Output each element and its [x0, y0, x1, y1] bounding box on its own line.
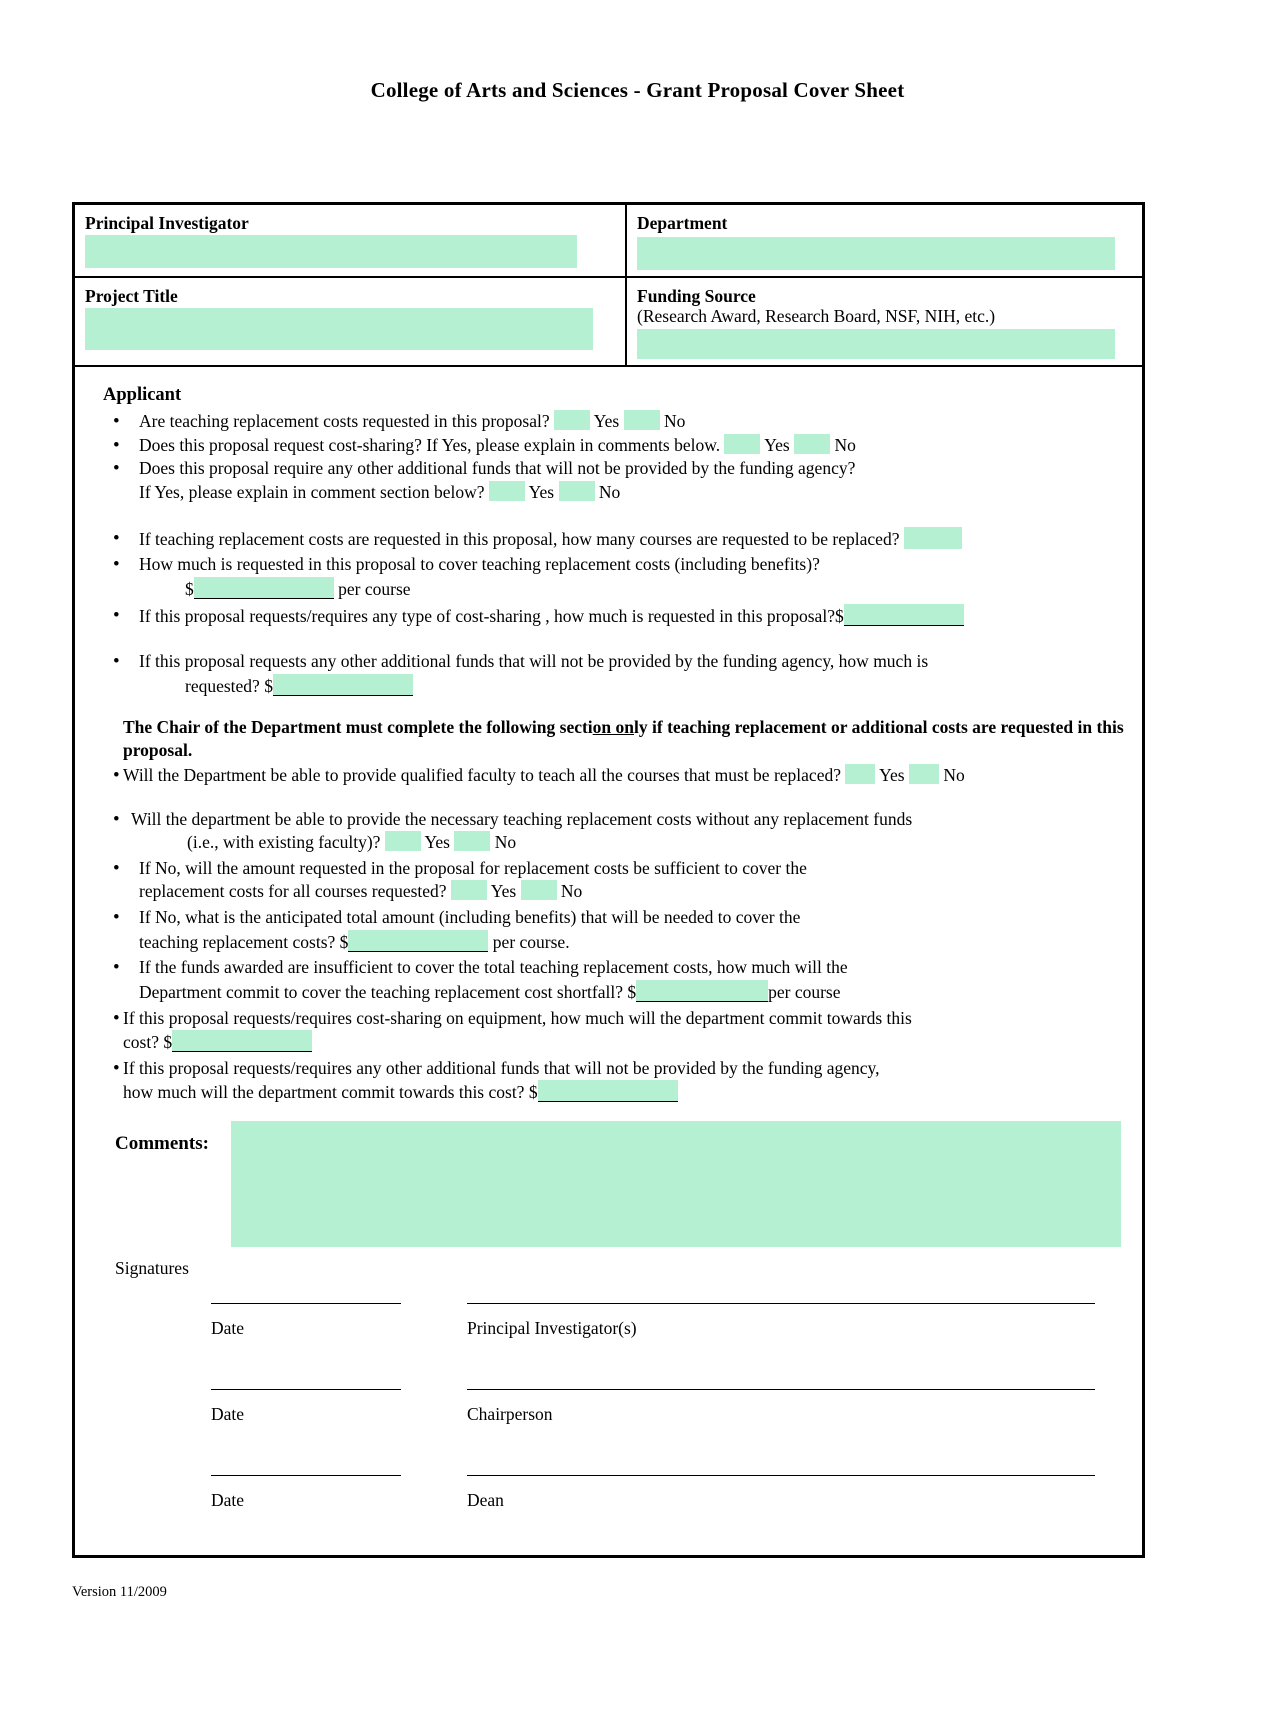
form-body	[75, 367, 1142, 1554]
checkbox-c2-yes[interactable]	[385, 831, 421, 851]
question-cost-sharing-amount	[91, 604, 1126, 629]
question-text-line1: If the funds awarded are insufficient to cover the total teaching replacement costs, how much will the	[139, 957, 848, 978]
signature-row-pi	[115, 1303, 1126, 1367]
principal-investigator-label: Principal Investigator	[85, 213, 249, 233]
input-additional-funds-amount[interactable]	[273, 674, 413, 696]
signature-date-label: Date	[211, 1403, 245, 1424]
currency-symbol: $	[185, 578, 194, 599]
signature-name-line[interactable]	[467, 1389, 1095, 1390]
applicant-additional-funds	[91, 650, 1126, 698]
question-text-line2: cost?	[123, 1032, 159, 1053]
question-text-line1: If this proposal requests any other additional funds that will not be provided by the funding agency, how much is	[139, 651, 929, 672]
signature-row-dean	[115, 1475, 1126, 1539]
currency-symbol: $	[627, 981, 637, 1002]
checkbox-q1-no[interactable]	[624, 410, 660, 430]
question-shortfall-commitment	[91, 956, 1126, 1004]
question-text-line1: If this proposal requests/requires any other additional funds that will not be provided by the funding agency,	[123, 1057, 880, 1078]
question-text-line1: If No, will the amount requested in the proposal for replacement costs be sufficient to cover the	[139, 857, 807, 878]
project-title-input[interactable]	[85, 308, 593, 350]
question-additional-funds-required	[91, 457, 1126, 504]
chair-questions	[91, 764, 1126, 788]
label-c2-no: No	[494, 832, 517, 853]
funding-source-hint: (Research Award, Research Board, NSF, NIH, etc.)	[637, 306, 996, 327]
checkbox-q1-yes[interactable]	[554, 410, 590, 430]
project-title-label: Project Title	[85, 286, 178, 307]
question-amount-sufficient	[91, 857, 1126, 904]
signature-date-line[interactable]	[211, 1303, 401, 1304]
signature-role-label: Dean	[467, 1489, 504, 1510]
question-qualified-faculty	[91, 764, 1126, 788]
chair-heading-underline: on on	[592, 717, 635, 738]
currency-symbol: $	[163, 1032, 173, 1053]
label-q1-no: No	[663, 411, 686, 432]
checkbox-q2-no[interactable]	[794, 434, 830, 454]
label-q2-no: No	[834, 434, 856, 455]
label-q3-no: No	[598, 482, 621, 503]
project-title-cell	[75, 278, 627, 365]
question-text-line2: requested?	[185, 675, 260, 696]
checkbox-c3-no[interactable]	[521, 880, 557, 900]
input-shortfall-commitment[interactable]	[636, 980, 768, 1002]
input-courses-replaced[interactable]	[904, 527, 962, 549]
question-text: Are teaching replacement costs requested in this proposal?	[139, 411, 550, 432]
chair-heading-part1: The Chair of the Department must complete the following secti	[123, 717, 593, 738]
question-text: If this proposal requests/requires any type of cost-sharing , how much is requested in this proposal?	[139, 605, 835, 626]
page-title: College of Arts and Sciences - Grant Proposal Cover Sheet	[370, 78, 905, 102]
question-text: Does this proposal request cost-sharing? If Yes, please explain in comments below.	[139, 434, 721, 455]
currency-symbol: $	[339, 931, 349, 952]
question-text: How much is requested in this proposal to cover teaching replacement costs (including benefits)?	[139, 554, 820, 575]
question-text-line1: If this proposal requests/requires cost-sharing on equipment, how much will the department commit towards this	[123, 1007, 912, 1028]
question-anticipated-total-amount	[91, 906, 1126, 954]
signature-name-line[interactable]	[467, 1475, 1095, 1476]
currency-symbol: $	[834, 605, 844, 626]
header-row-2	[75, 278, 1142, 367]
question-text-line2: (i.e., with existing faculty)?	[187, 832, 381, 853]
header-row-1	[75, 205, 1142, 278]
signature-date-label: Date	[211, 1489, 245, 1510]
checkbox-c2-no[interactable]	[454, 831, 490, 851]
comments-textarea[interactable]	[231, 1121, 1121, 1247]
department-input[interactable]	[637, 237, 1115, 270]
funding-source-label: Funding Source	[637, 286, 756, 307]
currency-symbol: $	[528, 1082, 538, 1103]
department-cell	[627, 205, 1142, 276]
question-text-line2: how much will the department commit towards this cost?	[123, 1082, 525, 1103]
suffix-per-course: per course.	[492, 931, 570, 952]
input-department-additional-commitment[interactable]	[538, 1080, 678, 1102]
question-equipment-cost-sharing	[91, 1007, 1126, 1055]
question-teaching-replacement-amount	[91, 553, 1126, 601]
question-text: Will the Department be able to provide qualified faculty to teach all the courses that must be replaced?	[123, 764, 841, 785]
signature-row-chair	[115, 1389, 1126, 1453]
input-equipment-cost-sharing[interactable]	[172, 1030, 312, 1052]
label-q3-yes: Yes	[528, 482, 555, 503]
signature-name-line[interactable]	[467, 1303, 1095, 1304]
input-teaching-replacement-amount[interactable]	[194, 577, 334, 599]
funding-source-input[interactable]	[637, 329, 1115, 359]
label-c3-no: No	[560, 881, 583, 902]
question-text-line2: replacement costs for all courses requested?	[139, 881, 447, 902]
question-text-line2: If Yes, please explain in comment section below?	[139, 482, 485, 503]
label-c1-yes: Yes	[879, 764, 905, 785]
question-text-line1: Does this proposal require any other additional funds that will not be provided by the funding agency?	[139, 458, 856, 479]
applicant-questions	[91, 410, 1126, 505]
label-c2-yes: Yes	[424, 832, 450, 853]
input-anticipated-total-amount[interactable]	[348, 930, 488, 952]
question-text-line1: If No, what is the anticipated total amount (including benefits) that will be needed to cover the	[139, 907, 801, 928]
signature-date-label: Date	[211, 1317, 245, 1338]
question-text: If teaching replacement costs are requested in this proposal, how many courses are requested to be replaced?	[139, 528, 900, 549]
label-q2-yes: Yes	[764, 434, 790, 455]
label-q1-yes: Yes	[593, 411, 620, 432]
label-c3-yes: Yes	[490, 881, 517, 902]
comments-label: Comments:	[115, 1133, 209, 1155]
question-text-line1: Will the department be able to provide the necessary teaching replacement costs without any replacement funds	[131, 808, 913, 829]
signature-date-line[interactable]	[211, 1475, 401, 1476]
currency-symbol: $	[264, 675, 273, 696]
checkbox-c3-yes[interactable]	[451, 880, 487, 900]
question-cost-sharing-requested	[91, 434, 1126, 458]
question-text-line2: teaching replacement costs?	[139, 931, 336, 952]
principal-investigator-input[interactable]	[85, 235, 577, 268]
checkbox-c1-yes[interactable]	[845, 764, 875, 784]
question-teaching-replacement-requested	[91, 410, 1126, 434]
principal-investigator-cell	[75, 205, 627, 276]
checkbox-c1-no[interactable]	[909, 764, 939, 784]
checkbox-q3-no[interactable]	[559, 481, 595, 501]
applicant-heading: Applicant	[103, 385, 182, 406]
version-footer: Version 11/2009	[72, 1584, 167, 1600]
input-cost-sharing-amount[interactable]	[844, 604, 964, 626]
suffix-per-course: per course	[768, 981, 841, 1002]
form-container	[72, 202, 1145, 1558]
signatures-heading: Signatures	[115, 1258, 189, 1279]
question-department-additional-commitment	[91, 1057, 1126, 1105]
question-existing-faculty	[91, 808, 1126, 855]
label-c1-no: No	[943, 764, 965, 785]
signature-date-line[interactable]	[211, 1389, 401, 1390]
signature-role-label: Chairperson	[467, 1403, 553, 1424]
question-text-line2: Department commit to cover the teaching replacement cost shortfall?	[139, 981, 623, 1002]
document-page	[0, 78, 1275, 1727]
question-additional-funds-amount	[91, 650, 1126, 698]
signatures-section	[91, 1257, 1126, 1539]
chair-questions-2	[91, 808, 1126, 1106]
funding-source-cell	[627, 278, 1142, 365]
question-courses-replaced-count	[91, 527, 1126, 552]
checkbox-q2-yes[interactable]	[724, 434, 760, 454]
suffix-per-course: per course	[338, 578, 411, 599]
checkbox-q3-yes[interactable]	[489, 481, 525, 501]
chair-heading-part2: ly if teaching replacement or additional costs are requested in this proposal.	[123, 717, 1124, 761]
department-label: Department	[637, 213, 728, 233]
applicant-amount-questions	[91, 527, 1126, 629]
comments-section	[91, 1121, 1126, 1249]
signature-role-label: Principal Investigator(s)	[467, 1317, 637, 1338]
chair-section-heading	[123, 716, 1126, 762]
